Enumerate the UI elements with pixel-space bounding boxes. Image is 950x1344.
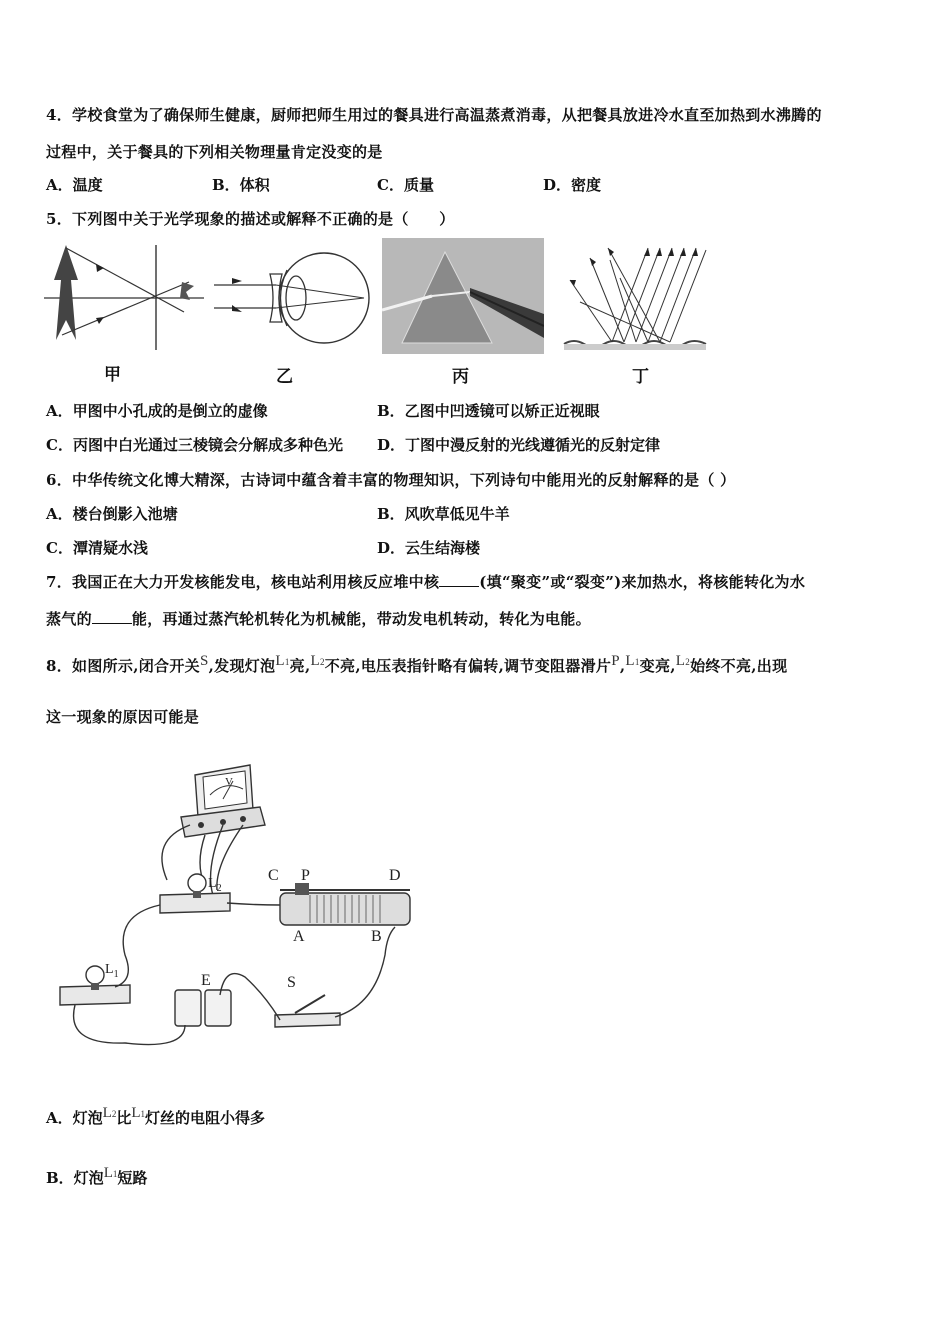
q8-option-b: B．灯泡L1短路 xyxy=(46,1165,148,1187)
figure-yi-eye xyxy=(212,240,372,355)
q7-blank-2 xyxy=(92,611,132,624)
q6-stem: 6．中华传统文化博大精深，古诗词中蕴含着丰富的物理知识，下列诗句中能用光的反射解释的是（ ） xyxy=(46,471,736,489)
q5-stem: 5．下列图中关于光学现象的描述或解释不正确的是（ ） xyxy=(46,210,455,228)
q8-text-e: 变亮, xyxy=(639,657,676,675)
q8-optb-l1: L1 xyxy=(103,1165,118,1181)
q8-symbol-l2: L2 xyxy=(310,653,325,669)
q7-stem-line2 xyxy=(46,608,591,629)
q4-option-a: A．温度 xyxy=(46,176,103,194)
label-l2: $L_2$ xyxy=(208,876,222,894)
label-s: S xyxy=(287,974,296,991)
q4-option-b: B．体积 xyxy=(212,176,270,194)
figure-ding-diffuse-reflection xyxy=(560,240,710,355)
caption-ding: 丁 xyxy=(632,367,649,387)
label-c: C xyxy=(268,867,279,884)
q5-option-a: A．甲图中小孔成的是倒立的虚像 xyxy=(46,402,268,420)
q7-stem-line1 xyxy=(46,571,805,592)
label-p: P xyxy=(301,867,310,884)
q4-stem-line2: 过程中，关于餐具的下列相关物理量肯定没变的是 xyxy=(46,143,383,161)
q8-symbol-l1b: L1 xyxy=(625,653,640,669)
voltmeter-label: V xyxy=(225,776,233,788)
label-e: E xyxy=(201,972,211,989)
caption-yi: 乙 xyxy=(276,367,293,387)
q8-symbol-l1: L1 xyxy=(275,653,290,669)
q8-symbol-s: S xyxy=(199,653,209,669)
q7-text-2b: 能，再通过蒸汽轮机转化为机械能，带动发电机转动，转化为电能。 xyxy=(131,610,591,628)
q8-opta-l2: L2 xyxy=(102,1105,117,1121)
q8-text-a: 8．如图所示,闭合开关 xyxy=(46,657,200,675)
figure-jia-pinhole xyxy=(44,240,204,355)
label-a: A xyxy=(293,928,305,945)
q7-text-1a: 7．我国正在大力开发核能发电，核电站利用核反应堆中核 xyxy=(46,573,440,591)
q8-text-d: 不亮,电压表指针略有偏转,调节变阻器滑片 xyxy=(324,657,612,675)
q8-opta-l1: L1 xyxy=(131,1105,145,1121)
label-d: D xyxy=(389,867,401,884)
q8-text-f: 始终不亮,出现 xyxy=(690,657,788,675)
q7-text-1b: (填“聚变”或“裂变”)来加热水，将核能转化为水 xyxy=(479,573,806,591)
q8-symbol-p: P xyxy=(611,653,620,669)
figure-circuit xyxy=(55,755,420,1055)
q5-option-c: C．丙图中白光通过三棱镜会分解成多种色光 xyxy=(46,436,343,454)
q8-stem-line2: 这一现象的原因可能是 xyxy=(46,708,200,726)
q5-option-d: D．丁图中漫反射的光线遵循光的反射定律 xyxy=(377,436,661,454)
q8-text-c: 亮, xyxy=(289,657,311,675)
q6-option-a: A．楼台倒影入池塘 xyxy=(46,505,178,523)
label-l1: $L_1$ xyxy=(105,962,119,980)
q4-option-d: D．密度 xyxy=(543,176,602,194)
q6-option-b: B．风吹草低见牛羊 xyxy=(377,505,510,523)
q6-option-d: D．云生结海楼 xyxy=(377,539,481,557)
q4-option-c: C．质量 xyxy=(377,176,434,194)
figure-bing-prism xyxy=(382,238,544,354)
label-b: B xyxy=(371,928,382,945)
q7-blank-1 xyxy=(439,574,479,587)
q8-text-b: ,发现灯泡 xyxy=(208,657,276,675)
q8-stem-line1: 8．如图所示,闭合开关S,发现灯泡L1亮,L2不亮,电压表指针略有偏转,调节变阻器滑片P,L1变亮,L2始终不亮,出现 xyxy=(46,653,788,675)
caption-jia: 甲 xyxy=(104,365,121,385)
q8-option-a: A．灯泡L2比L1灯丝的电阻小得多 xyxy=(46,1105,266,1127)
q4-stem-line1: 4．学校食堂为了确保师生健康，厨师把师生用过的餐具进行高温蒸煮消毒，从把餐具放进冷水直至加热到水沸腾的 xyxy=(46,106,822,124)
q8-symbol-l2b: L2 xyxy=(675,653,691,669)
q6-option-c: C．潭清疑水浅 xyxy=(46,539,148,557)
caption-bing: 丙 xyxy=(452,367,469,387)
q5-option-b: B．乙图中凹透镜可以矫正近视眼 xyxy=(377,402,600,420)
q7-text-2a: 蒸气的 xyxy=(46,610,92,628)
